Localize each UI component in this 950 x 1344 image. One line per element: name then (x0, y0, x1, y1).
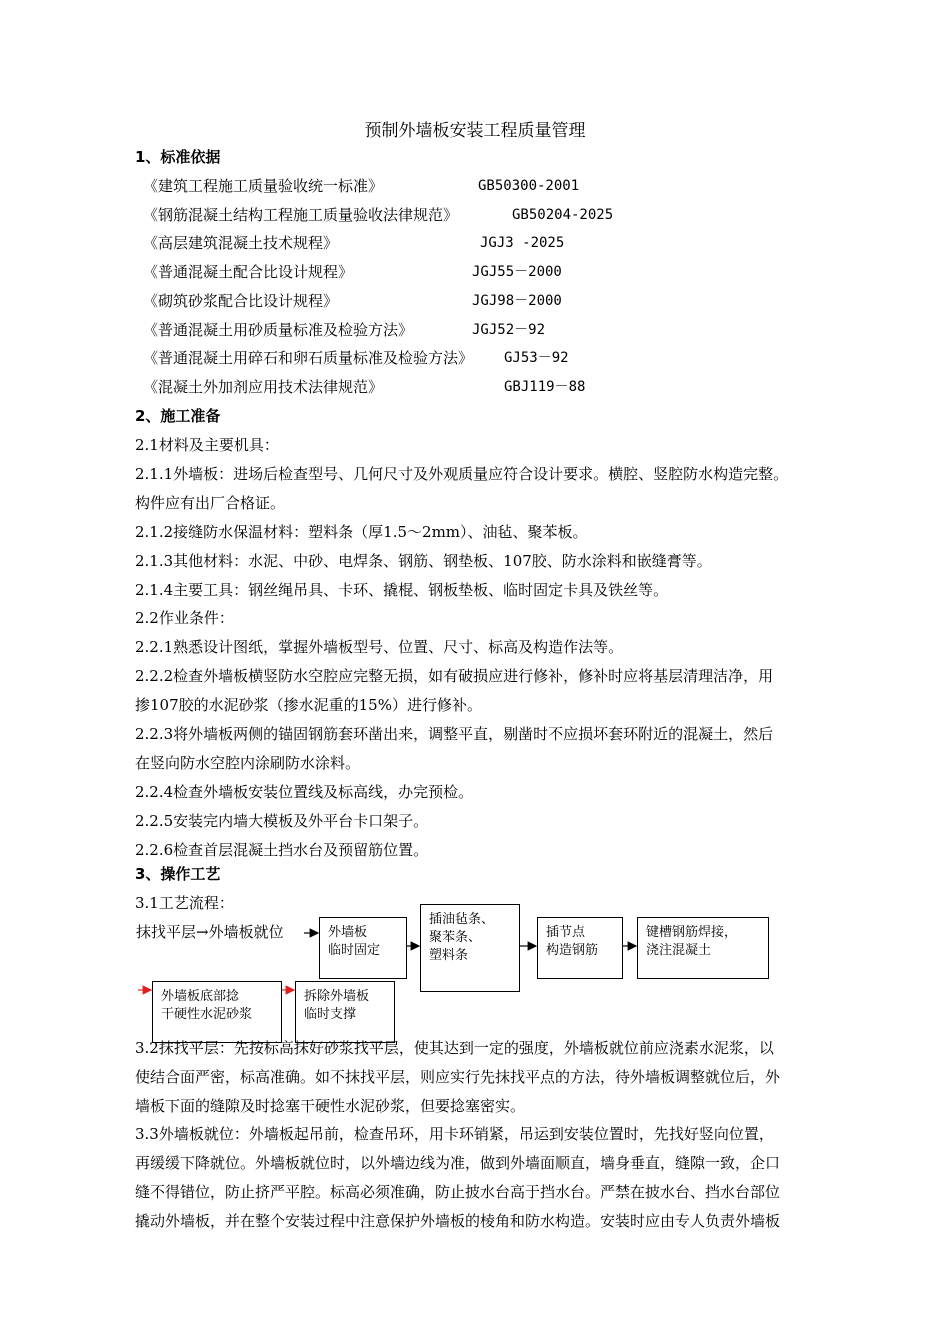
section-2-line: 2.2.1熟悉设计图纸，掌握外墙板型号、位置、尺寸、标高及构造作法等。 (135, 638, 624, 657)
standard-code: GB50204-2025 (512, 206, 614, 223)
section-2-line: 掺107胶的水泥砂浆（掺水泥重的15%）进行修补。 (135, 696, 482, 715)
standard-name: 《混凝土外加剂应用技术法律规范》 (143, 377, 384, 396)
standard-name: 《建筑工程施工质量验收统一标准》 (143, 177, 384, 195)
standard-code: JGJ3 -2025 (480, 235, 565, 252)
section-3-line: 墙板下面的缝隙及时捻塞干硬性水泥砂浆，但要捻塞密实。 (135, 1096, 526, 1115)
standard-code: GJ53－92 (504, 350, 569, 367)
section-3-line: 使结合面严密，标高准确。如不抹找平层，则应实行先抹找平点的方法，待外墙板调整就位后，外 (135, 1067, 781, 1086)
section-1-heading: 1、标准依据 (135, 148, 221, 166)
flow-start-label: 抹找平层→外墙板就位 (136, 923, 284, 941)
section-2-line: 2.1.3其他材料：水泥、中砂、电焊条、钢筋、钢垫板、107胶、防水涂料和嵌缝膏等。 (135, 551, 712, 570)
section-2-line: 2.2作业条件： (135, 609, 234, 628)
section-2-line: 2.2.6检查首层混凝土挡水台及预留筋位置。 (135, 840, 429, 859)
standard-name: 《普通混凝土配合比设计规程》 (143, 263, 354, 282)
flow-box-weld-pour: 键槽钢筋焊接， 浇注混凝土 (637, 917, 769, 979)
section-3-line: 3.3外墙板就位：外墙板起吊前，检查吊环，用卡环销紧，吊运到安装位置时，先找好竖向位置， (135, 1125, 774, 1144)
standard-name: 《高层建筑混凝土技术规程》 (143, 234, 339, 253)
flow-title: 3.1工艺流程： (135, 894, 234, 912)
section-2-line: 2.1.4主要工具：钢丝绳吊具、卡环、撬棍、钢板垫板、临时固定卡具及铁丝等。 (135, 580, 669, 599)
standard-code: GB50300-2001 (478, 178, 580, 194)
section-2-line: 构件应有出厂合格证。 (135, 493, 286, 512)
section-3-line: 再缓缓下降就位。外墙板就位时，以外墙边线为准，做到外墙面顺直，墙身垂直，缝隙一致，企口 (135, 1154, 781, 1173)
standard-code: JGJ98－2000 (472, 292, 562, 309)
section-2-line: 2.1.1外墙板：进场后检查型号、几何尺寸及外观质量应符合设计要求。横腔、竖腔防水构造完整。 (135, 464, 789, 483)
standard-name: 《普通混凝土用碎石和卵石质量标准及检验方法》 (143, 349, 474, 368)
section-2-line: 2.1.2接缝防水保温材料：塑料条（厚1.5～2mm）、油毡、聚苯板。 (135, 522, 588, 541)
section-3-line: 3.2抹找平层：先按标高抹好砂浆找平层，使其达到一定的强度，外墙板就位前应浇素水泥浆，以 (135, 1039, 774, 1057)
standard-code: JGJ55－2000 (472, 264, 562, 281)
page-title: 预制外墙板安装工程质量管理 (364, 121, 586, 141)
flow-box-remove-support: 拆除外墙板 临时支撑 (295, 981, 395, 1043)
flow-box-node-rebar: 插节点 构造钢筋 (537, 917, 623, 979)
flow-box-temporary-fix: 外墙板 临时固定 (319, 917, 407, 979)
standard-name: 《钢筋混凝土结构工程施工质量验收法律规范》 (143, 205, 459, 224)
standard-code: JGJ52－92 (472, 321, 546, 338)
section-2-line: 2.2.3将外墙板两侧的锚固钢筋套环凿出来，调整平直，剔凿时不应损坏套环附近的混凝土，然后 (135, 725, 774, 743)
section-3-heading: 3、操作工艺 (135, 865, 221, 883)
section-2-line: 2.2.5安装完内墙大模板及外平台卡口架子。 (135, 811, 429, 830)
standard-name: 《普通混凝土用砂质量标准及检验方法》 (143, 320, 414, 339)
section-2-line: 2.1材料及主要机具： (135, 436, 279, 454)
section-2-line: 2.2.4检查外墙板安装位置线及标高线，办完预检。 (135, 782, 474, 801)
section-3-line: 撬动外墙板，并在整个安装过程中注意保护外墙板的棱角和防水构造。安装时应由专人负责外墙板 (135, 1211, 781, 1230)
section-2-line: 2.2.2检查外墙板横竖防水空腔应完整无损，如有破损应进行修补，修补时应将基层清理洁净，用 (135, 667, 774, 686)
flow-box-insert-strips: 插油毡条、 聚苯条、 塑料条 (420, 904, 520, 992)
flow-box-caulk-mortar: 外墙板底部捻 干硬性水泥砂浆 (152, 981, 282, 1043)
section-2-line: 在竖向防水空腔内涂刷防水涂料。 (135, 753, 361, 772)
section-2-heading: 2、施工准备 (135, 407, 221, 425)
standard-code: GBJ119－88 (504, 378, 586, 395)
section-3-line: 缝不得错位，防止挤严平腔。标高必须准确，防止披水台高于挡水台。严禁在披水台、挡水台部位 (135, 1183, 781, 1201)
standard-name: 《砌筑砂浆配合比设计规程》 (143, 291, 339, 310)
